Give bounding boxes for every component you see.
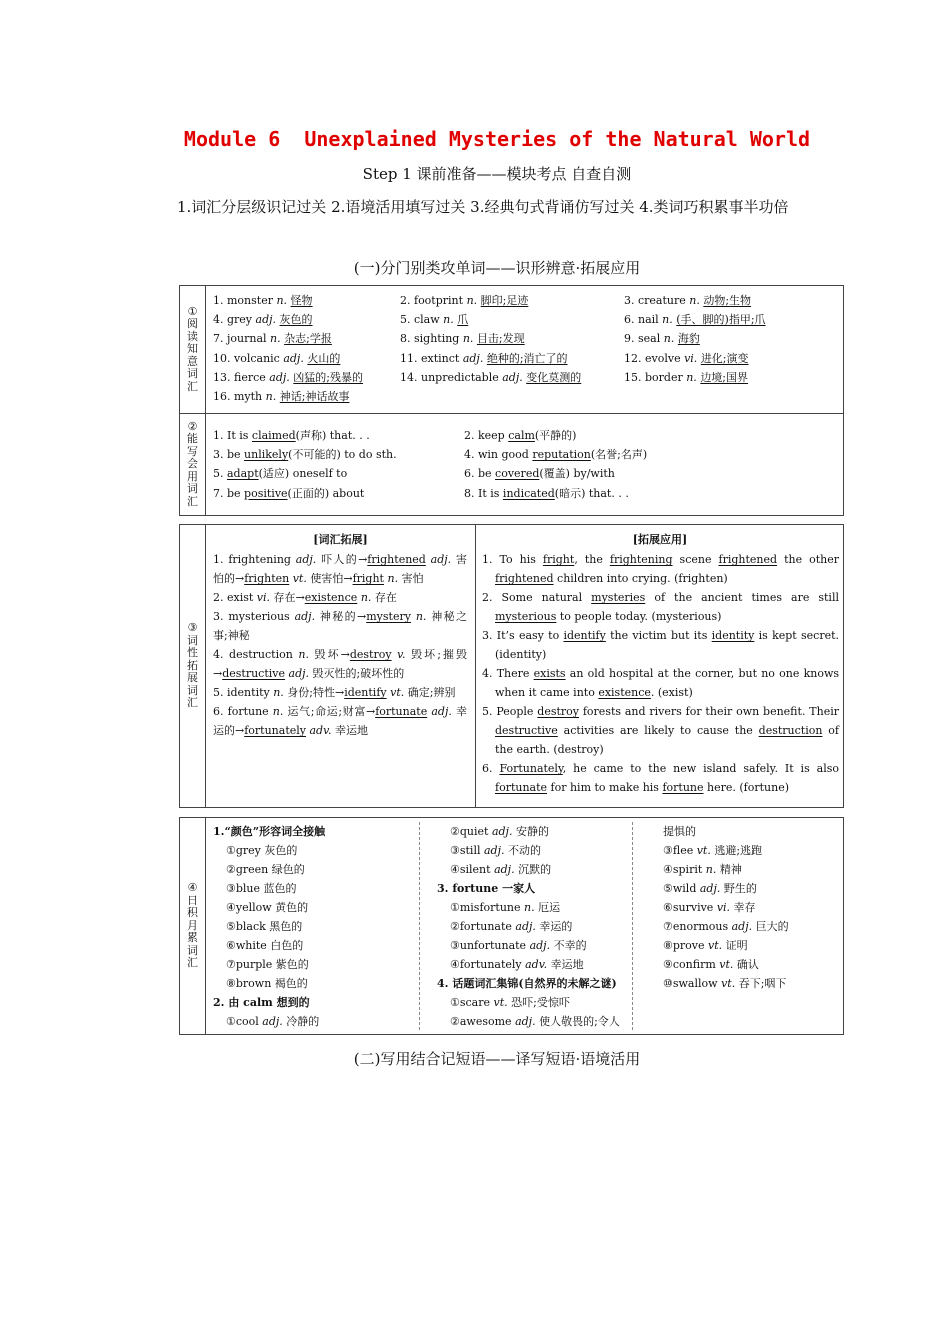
label-char: 日 — [187, 893, 198, 907]
vocab-entry — [213, 387, 349, 406]
vocab-word: 8. sighting — [400, 332, 463, 346]
phrase-suffix: (正面的) about — [287, 486, 365, 500]
vocab-meaning: 边境;国界 — [700, 370, 749, 384]
vocab-meaning: 动物;生物 — [703, 294, 752, 307]
answer-word: fortunate — [495, 781, 548, 794]
label-char: 词 — [187, 482, 198, 496]
vocab-meaning: (手、脚的)指甲;爪 — [676, 313, 766, 327]
vocab-entry — [400, 329, 525, 348]
vocab-entry: 提惧的 — [663, 825, 696, 838]
vocab-entry: ⑩swallow vt. 吞下;咽下 — [663, 977, 787, 990]
answer-word: Fortunately — [499, 762, 563, 775]
vocab-table-3 — [179, 817, 844, 1035]
part-of-speech: v. — [397, 648, 406, 661]
label-char: 展 — [187, 671, 198, 685]
phrase-entry — [464, 426, 576, 445]
answer-word: mysterious — [495, 610, 557, 623]
part-of-speech: n. — [387, 572, 399, 585]
group-heading: 1.“颜色”形容词全接触 — [213, 825, 326, 838]
label-char: ④ — [187, 881, 198, 895]
word-form-item: 3. mysterious adj. 神秘的→mystery n. 神秘之事;神秘 — [213, 610, 467, 642]
word-form-item: 6. fortune n. 运气;命运;财富→fortunate adj. 幸运的→fortunately adv. 幸运地 — [213, 705, 468, 737]
group-heading: 4. 话题词汇集锦(自然界的未解之谜) — [437, 977, 617, 990]
part-of-speech: n. — [686, 370, 697, 384]
vocab-expand-header: [词汇拓展] — [313, 533, 368, 546]
part-of-speech: n. — [276, 294, 288, 307]
part-of-speech: n. — [360, 591, 372, 604]
derived-word: fright — [352, 572, 384, 585]
vocab-meaning: 海豹 — [677, 332, 700, 346]
vocab-entry: ②quiet adj. 安静的 — [450, 825, 549, 838]
part-of-speech: adj. — [731, 920, 753, 933]
vocab-word: 1. monster — [213, 294, 277, 307]
phrase-suffix: (暗示) that. . . — [554, 486, 629, 500]
answer-word: covered — [495, 467, 540, 481]
vocab-entry: ④fortunately adv. 幸运地 — [450, 958, 584, 971]
label-char: 词 — [187, 633, 198, 647]
vocab-meaning: 爪 — [457, 313, 469, 327]
part-of-speech: adj. — [515, 1015, 536, 1028]
vocab-entry: ①scare vt. 恐吓;受惊吓 — [450, 996, 570, 1009]
label-char: 用 — [187, 469, 198, 483]
part-of-speech: adj. — [462, 351, 484, 365]
vocab-word: 3. creature — [624, 294, 690, 307]
part-of-speech: n. — [462, 332, 474, 346]
part-of-speech: n. — [705, 863, 717, 876]
part-of-speech: adj. — [255, 313, 277, 327]
vocab-word: 11. extinct — [400, 351, 463, 365]
vocab-entry: ④yellow 黄色的 — [226, 901, 309, 914]
group-heading: 3. fortune 一家人 — [437, 882, 536, 895]
label-char: 累 — [187, 931, 198, 945]
part-of-speech: vi. — [684, 351, 698, 365]
vocab-meaning: 凶猛的;残暴的 — [293, 370, 363, 384]
derived-word: destroy — [349, 648, 392, 661]
part-of-speech: adj. — [295, 553, 317, 566]
label-char: ③ — [187, 621, 198, 635]
part-of-speech: adj. — [699, 882, 721, 895]
word-form-item: 5. identity n. 身份;特性→identify vt. 确定;辨别 — [213, 686, 456, 699]
part-of-speech: vt. — [721, 977, 736, 990]
answer-word: adapt — [227, 467, 259, 481]
vocab-entry: ⑧prove vt. 证明 — [663, 939, 748, 952]
vocab-entry — [400, 310, 468, 329]
vocab-word: 14. unpredictable — [400, 370, 503, 384]
part-of-speech: vi. — [256, 591, 271, 604]
step-heading: Step 1 课前准备——模块考点 自查自测 — [362, 165, 632, 183]
part-of-speech: adj. — [430, 553, 452, 566]
vocab-entry: ③still adj. 不动的 — [450, 844, 541, 857]
part-of-speech: n. — [689, 294, 700, 307]
apply-header: [拓展应用] — [632, 533, 688, 546]
vocab-word: 2. footprint — [400, 294, 467, 307]
vocab-entry — [213, 310, 313, 329]
vocab-entry: ①grey 灰色的 — [226, 844, 298, 857]
part-of-speech: vt. — [719, 958, 734, 971]
vocab-meaning: 神话;神话故事 — [279, 390, 350, 403]
phrase-prefix: 8. It is — [464, 486, 503, 500]
part-of-speech: adj. — [515, 920, 536, 933]
vocab-entry: ①cool adj. 冷静的 — [226, 1015, 320, 1028]
vocab-meaning: 绝种的;消亡了的 — [486, 351, 568, 365]
answer-word: calm — [508, 429, 535, 442]
part-of-speech: vi. — [716, 901, 731, 914]
vocab-entry — [624, 368, 748, 387]
word-form-item: 1. frightening adj. 吓人的→frightened adj. 害怕的→frighten vt. 使害怕→fright n. 害怕 — [213, 553, 468, 585]
answer-word: reputation — [532, 448, 591, 462]
vocab-meaning: 脚印;足迹 — [480, 294, 529, 307]
reading-vocab-label — [180, 286, 206, 413]
part-of-speech: vt. — [493, 996, 508, 1009]
part-of-speech: vt. — [708, 939, 723, 952]
vocab-meaning: 怪物 — [290, 294, 313, 307]
label-char: 月 — [187, 918, 198, 932]
phrase-entry — [213, 445, 397, 464]
answer-word: mysteries — [591, 591, 646, 604]
vocab-entry: ③unfortunate adj. 不幸的 — [450, 939, 587, 952]
vocab-entry: ⑤wild adj. 野生的 — [663, 882, 757, 895]
vocab-entry — [400, 368, 581, 387]
phrase-entry — [464, 464, 615, 483]
derived-word: destructive — [222, 667, 286, 680]
answer-word: destroy — [537, 705, 580, 718]
color-and-calm-column — [213, 822, 325, 1031]
vocab-entry: ⑥survive vi. 幸存 — [663, 901, 756, 914]
derived-word: identify — [344, 686, 387, 699]
phrase-prefix: 3. be — [213, 448, 245, 462]
answer-word: claimed — [251, 429, 296, 442]
accumulated-vocab-label — [180, 818, 206, 1034]
vocab-word: 13. fierce — [213, 370, 270, 384]
answer-word: fortune — [662, 781, 704, 794]
part-of-speech: vt. — [292, 572, 307, 585]
topic-continued-column — [650, 822, 789, 993]
phrase-entry — [213, 484, 364, 503]
vocab-entry — [213, 368, 363, 387]
part-of-speech: adj. — [294, 610, 316, 623]
word-forms-list — [213, 550, 467, 740]
answer-word: destruction — [758, 724, 823, 737]
page-title: Module 6 Unexplained Mysteries of the Natural World — [183, 127, 811, 151]
vocab-entry: ⑤black 黑色的 — [226, 920, 303, 933]
derived-word: fortunate — [375, 705, 428, 718]
answer-word: exists — [533, 667, 566, 680]
label-char: 写 — [187, 444, 198, 458]
vocab-entry — [624, 329, 700, 348]
word-form-item: 4. destruction n. 毁坏→destroy v. 毁坏;摧毁→destructive adj. 毁灭性的;破坏性的 — [213, 648, 468, 680]
vocab-word: 10. volcanic — [213, 351, 284, 365]
vocab-entry: ④spirit n. 精神 — [663, 863, 742, 876]
phrase-suffix: (不可能的) to do sth. — [288, 448, 397, 462]
part-of-speech: vt. — [696, 844, 711, 857]
vocab-word: 15. border — [624, 370, 687, 384]
phrase-entry — [213, 426, 370, 445]
label-char: 汇 — [187, 956, 198, 970]
answer-word: unlikely — [244, 448, 289, 462]
vocab-word: 5. claw — [400, 313, 444, 327]
label-char: 意 — [187, 354, 198, 368]
answer-word: positive — [244, 486, 288, 500]
intro-paragraph: 1.词汇分层级识记过关 2.语境活用填写过关 3.经典句式背诵仿写过关 4.类词巧积累事半功倍 — [177, 198, 789, 216]
part-of-speech: adj. — [283, 351, 304, 365]
phrase-suffix: (适应) oneself to — [258, 467, 348, 481]
section-heading-2: (二)写用结合记短语——译写短语·语境活用 — [353, 1050, 641, 1068]
part-of-speech: adj. — [491, 825, 513, 838]
label-char: 积 — [187, 906, 198, 920]
label-char: 词 — [187, 683, 198, 697]
vocab-word: 7. journal — [213, 332, 271, 346]
part-of-speech: n. — [662, 313, 673, 327]
part-of-speech: adj. — [431, 705, 452, 718]
part-of-speech: adj. — [262, 1015, 283, 1028]
vocab-table-2 — [179, 524, 844, 808]
phrase-prefix: 4. win good — [464, 448, 533, 462]
vocab-meaning: 进化;演变 — [700, 351, 749, 365]
part-of-speech: n. — [298, 648, 309, 661]
part-of-speech: n. — [265, 390, 277, 403]
phrase-prefix: 7. be — [213, 486, 245, 500]
vocab-entry: ④silent adj. 沉默的 — [450, 863, 552, 876]
phrase-suffix: (平静的) — [534, 429, 577, 442]
answer-word: identify — [563, 629, 606, 642]
vocab-word: 4. grey — [213, 313, 256, 327]
vocab-entry: ⑦enormous adj. 巨大的 — [663, 920, 789, 933]
vocab-entry: ⑦purple 紫色的 — [226, 958, 309, 971]
label-char: ① — [187, 304, 198, 318]
phrase-entry — [464, 484, 629, 503]
vocab-meaning: 灰色的 — [279, 313, 313, 327]
label-char: 词 — [187, 367, 198, 381]
phrase-suffix: (声称) that. . . — [295, 429, 370, 442]
part-of-speech: adj. — [494, 863, 515, 876]
apply-sentences — [482, 550, 839, 797]
label-char: ② — [187, 419, 198, 433]
vocab-entry: ③flee vt. 逃避;逃跑 — [663, 844, 763, 857]
vocab-meaning: 火山的 — [307, 351, 341, 365]
vocab-entry: ⑧brown 褐色的 — [226, 977, 308, 990]
vocab-entry: ②green 绿色的 — [226, 863, 305, 876]
label-char: 拓 — [187, 658, 198, 672]
derived-word: frightened — [367, 553, 426, 566]
vocab-entry — [624, 291, 751, 310]
vocab-meaning: 目击;发现 — [476, 332, 525, 346]
phrase-suffix: (名誉;名声) — [590, 448, 648, 462]
apply-sentence: 5. People destroy forests and rivers for their own benefit. Their destructive activities are likely to cause the destruction of the earth. (destroy) — [482, 705, 839, 756]
vocab-entry — [624, 310, 766, 329]
label-char: 汇 — [187, 494, 198, 508]
group-heading: 2. 由 calm 想到的 — [213, 996, 310, 1009]
apply-sentence: 3. It’s easy to identify the victim but its identity is kept secret. (identity) — [482, 629, 839, 661]
apply-sentence: 4. There exists an old hospital at the corner, but no one knows when it came into existence. (exist) — [482, 667, 840, 699]
phrase-prefix: 5. — [213, 467, 227, 481]
answer-word: frightened — [718, 553, 778, 566]
derived-word: fortunately — [244, 724, 306, 737]
vocab-entry: ②fortunate adj. 幸运的 — [450, 920, 573, 933]
vocab-table-1 — [179, 285, 844, 516]
derived-word: frighten — [244, 572, 290, 585]
part-of-speech: adj. — [483, 844, 505, 857]
part-of-speech: n. — [273, 686, 284, 699]
fortune-and-topic-column — [437, 822, 620, 1031]
word-forms-label — [180, 525, 206, 807]
apply-sentence: 2. Some natural mysteries of the ancient times are still mysterious to people today. (mysterious) — [482, 591, 839, 623]
phrase-prefix: 2. keep — [464, 429, 509, 442]
part-of-speech: adj. — [502, 370, 523, 384]
vocab-entry: ⑥white 白色的 — [226, 939, 304, 952]
part-of-speech: adj. — [529, 939, 551, 952]
vocab-entry: ③blue 蓝色的 — [226, 882, 297, 895]
answer-word: destructive — [495, 724, 558, 737]
part-of-speech: adj. — [288, 667, 310, 680]
part-of-speech: n. — [466, 294, 478, 307]
part-of-speech: adv. — [309, 724, 332, 737]
part-of-speech: adj. — [269, 370, 290, 384]
derived-word: existence — [304, 591, 358, 604]
answer-word: indicated — [502, 486, 555, 500]
label-char: 会 — [187, 457, 198, 471]
vocab-entry — [213, 349, 340, 368]
vocab-meaning: 杂志;学报 — [284, 332, 332, 346]
answer-word: fright — [542, 553, 575, 566]
label-char: 读 — [187, 329, 198, 343]
vocab-entry: ②awesome adj. 使人敬畏的;令人 — [450, 1015, 620, 1028]
vocab-entry — [624, 349, 749, 368]
part-of-speech: n. — [272, 705, 284, 718]
answer-word: identity — [711, 629, 755, 642]
answer-word: existence — [598, 686, 651, 699]
part-of-speech: adv. — [525, 958, 548, 971]
label-char: 知 — [187, 342, 198, 356]
phrase-entry — [213, 464, 347, 483]
vocab-entry — [213, 291, 313, 310]
phrase-prefix: 6. be — [464, 467, 496, 481]
label-char: 汇 — [187, 379, 198, 393]
apply-sentence: 1. To his fright, the frightening scene frightened the other frightened children into crying. (frighten) — [482, 553, 840, 585]
vocab-entry — [213, 329, 332, 348]
phrase-entry — [464, 445, 647, 464]
part-of-speech: n. — [663, 332, 675, 346]
vocab-entry — [400, 291, 528, 310]
vocab-entry: ⑨confirm vt. 确认 — [663, 958, 759, 971]
label-char: 能 — [187, 432, 198, 446]
label-char: 词 — [187, 943, 198, 957]
phrase-suffix: (覆盖) by/with — [539, 467, 615, 481]
part-of-speech: n. — [524, 901, 535, 914]
vocab-word: 16. myth — [213, 390, 266, 403]
apply-sentence: 6. Fortunately, he came to the new island safely. It is also fortunate for him to make his fortune here. (fortune) — [482, 762, 839, 794]
section-heading-1: (一)分门别类攻单词——识形辨意·拓展应用 — [353, 259, 641, 277]
vocab-word: 12. evolve — [624, 351, 685, 365]
word-form-item: 2. exist vi. 存在→existence n. 存在 — [213, 591, 397, 604]
part-of-speech: n. — [443, 313, 454, 327]
label-char: 汇 — [187, 696, 198, 710]
derived-word: mystery — [366, 610, 411, 623]
part-of-speech: n. — [270, 332, 281, 346]
vocab-entry — [400, 349, 568, 368]
label-char: 性 — [187, 646, 198, 660]
answer-word: frightened — [495, 572, 554, 585]
vocab-word: 9. seal — [624, 332, 664, 346]
phrase-prefix: 1. It is — [213, 429, 252, 442]
writing-vocab-label — [180, 414, 206, 515]
vocab-word: 6. nail — [624, 313, 663, 327]
vocab-meaning: 变化莫测的 — [526, 370, 582, 384]
part-of-speech: vt. — [390, 686, 405, 699]
vocab-entry: ①misfortune n. 厄运 — [450, 901, 561, 914]
answer-word: frightening — [609, 553, 673, 566]
part-of-speech: n. — [415, 610, 427, 623]
label-char: 阅 — [187, 317, 198, 331]
